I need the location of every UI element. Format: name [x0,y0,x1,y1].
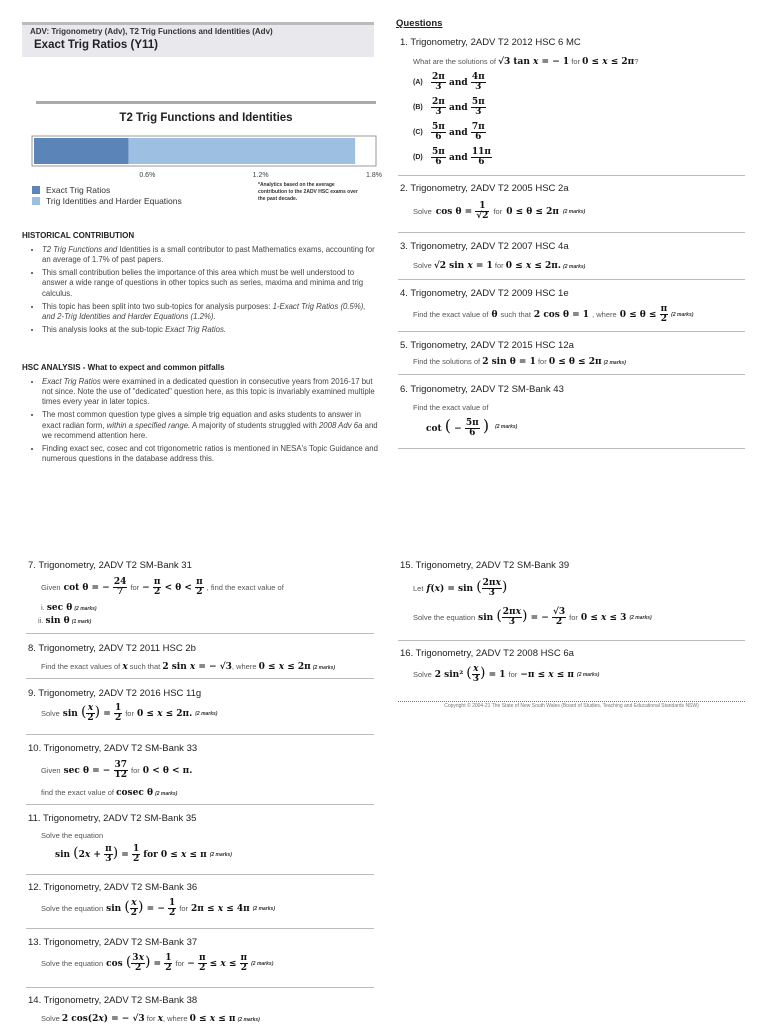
question-6-prompt: Find the exact value of [413,403,489,412]
page-title: Exact Trig Ratios (Y11) [34,39,158,51]
divider [26,987,374,988]
bar-segment-2 [128,138,355,164]
question-7-prompt: Given cot θ = − $\frac{24}{7}$ for − $\frac{\pi}{2}$ < θ < $\frac{\pi}{2}$ , find the exact value of [41,577,284,597]
question-7-part-i: i. sec θ (2 marks) [41,603,97,613]
question-10-title[interactable]: 10. Trigonometry, 2ADV T2 SM-Bank 33 [28,743,198,754]
historical-heading: HISTORICAL CONTRIBUTION [22,231,135,240]
divider [398,232,745,233]
question-15-let: Let f(x) = sin ( $\frac{2\pi x}{3}$ ) [413,578,508,598]
question-1-prompt: What are the solutions of √3 tan x = − 1 for 0 ≤ x ≤ 2π? [413,57,639,67]
question-7-part-ii: ii. sin θ (1 mark) [38,616,92,626]
tick-label: 1.8% [366,172,382,179]
question-14-prompt: Solve 2 cos(2x) = − √3 for x, where 0 ≤ x ≤ π (2 marks) [41,1014,260,1024]
analysis-heading: HSC ANALYSIS - What to expect and common pitfalls [22,363,225,372]
question-1-options [413,70,492,170]
chart-title: T2 Trig Functions and Identities [119,112,293,124]
option-b[interactable]: (B) $\frac{2\pi}{3}$ and $\frac{5\pi}{3}$ [413,97,485,117]
question-1-title[interactable]: 1. Trigonometry, 2ADV T2 2012 HSC 6 MC [400,37,581,48]
analysis-bullet-3: • Finding exact sec, cosec and cot trigonometric ratios is mentioned in NESA's Topic Guidance and numerous questions in the database address this. [42,444,378,464]
copyright-divider [398,701,745,702]
question-16-title[interactable]: 16. Trigonometry, 2ADV T2 2008 HSC 6a [400,648,574,659]
question-2-title[interactable]: 2. Trigonometry, 2ADV T2 2005 HSC 2a [400,183,569,194]
copyright: Copyright © 2004-21 The State of New South Wales (Board of Studies, Teaching and Educational Standards NSW) [444,703,699,709]
legend-swatch-identities [32,197,40,205]
bar-segment-1 [34,138,128,164]
divider [398,374,745,375]
divider [398,279,745,280]
question-13-prompt: Solve the equation cos ( $\frac{3x}{2}$ ) = $\frac{1}{2}$ for − $\frac{\pi}{2}$ ≤ x ≤ $\frac{\pi}{2}$ (2 marks) [41,953,274,973]
analysis-list [30,377,378,467]
question-5-title[interactable]: 5. Trigonometry, 2ADV T2 2015 HSC 12a [400,340,574,351]
question-11-expression: sin (2x + $\frac{\pi}{3}$ ) = $\frac{1}{2}$ for 0 ≤ x ≤ π (2 marks) [55,844,232,864]
legend-label-exact: Exact Trig Ratios [46,184,111,195]
legend-item-identities [32,195,182,206]
divider [398,640,745,641]
question-9-prompt: Solve sin ( $\frac{x}{2}$ ) = $\frac{1}{2}$ for 0 ≤ x ≤ 2π. (2 marks) [41,703,218,723]
divider [26,633,374,634]
historical-bullet-4: • This analysis looks at the sub-topic Exact Trig Ratios. [42,325,378,335]
divider [26,734,374,735]
divider [26,804,374,805]
question-11-prompt: Solve the equation [41,831,104,840]
question-10-prompt: Given sec θ = − $\frac{37}{12}$ for 0 < θ < π. [41,760,193,780]
question-2-prompt: Solve cos θ = $\frac{1}{√2}$ for 0 ≤ θ ≤ 2π (2 marks) [413,201,586,221]
legend-swatch-exact [32,186,40,194]
question-11-title[interactable]: 11. Trigonometry, 2ADV T2 SM-Bank 35 [28,813,197,824]
divider [398,448,745,449]
option-d[interactable]: (D) $\frac{5\pi}{6}$ and $\frac{11\pi}{6}$ [413,147,491,167]
divider [398,175,745,176]
analysis-bullet-2: • The most common question type gives a simple trig equation and asks students to answer in exact radian form, within a specified range. A majority of students struggled with 2008 Adv 6a and we recommend attention here. [42,410,378,440]
analysis-bullet-1: • Exact Trig Ratios were examined in a dedicated question in consecutive years from 2016-17 but not since. Note the use of "dedicated" question here, as this topic is invariably examined multiple times every year in later topics. [42,377,378,407]
legend-item-exact [32,184,182,195]
historical-bullet-3: • This topic has been split into two sub-topics for analysis purposes: 1-Exact Trig Ratios (0.5%), and 2-Trig Identities and Harder Equations (1.2%). [42,302,378,322]
option-c[interactable]: (C) $\frac{5\pi}{6}$ and $\frac{7\pi}{6}$ [413,122,485,142]
option-a[interactable]: (A) $\frac{2\pi}{3}$ and $\frac{4\pi}{3}$ [413,72,485,92]
question-6-expression: cot ( − $\frac{5\pi}{6}$ ) (2 marks) [426,416,518,438]
question-10-find: find the exact value of cosec θ (2 marks) [41,788,178,798]
question-7-title[interactable]: 7. Trigonometry, 2ADV T2 SM-Bank 31 [28,560,192,571]
tick-label: 1.2% [252,172,269,179]
question-8-prompt: Find the exact values of x such that 2 sin x = − √3, where 0 ≤ x ≤ 2π (2 marks) [41,662,336,672]
chart-svg [28,134,382,184]
divider [398,331,745,332]
question-12-prompt: Solve the equation sin ( $\frac{x}{2}$ ) = − $\frac{1}{2}$ for 2π ≤ x ≤ 4π (2 marks) [41,898,275,918]
questions-heading: Questions [396,18,443,29]
question-3-prompt: Solve √2 sin x = 1 for 0 ≤ x ≤ 2π. (2 marks) [413,261,586,271]
legend-label-identities: Trig Identities and Harder Equations [46,195,182,206]
question-15-title[interactable]: 15. Trigonometry, 2ADV T2 SM-Bank 39 [400,560,570,571]
divider [26,874,374,875]
question-6-title[interactable]: 6. Trigonometry, 2ADV T2 SM-Bank 43 [400,384,564,395]
question-9-title[interactable]: 9. Trigonometry, 2ADV T2 2016 HSC 11g [28,688,202,699]
question-5-prompt: Find the solutions of 2 sin θ = 1 for 0 ≤ θ ≤ 2π (2 marks) [413,357,626,367]
divider [26,678,374,679]
question-4-prompt: Find the exact value of θ such that 2 cos θ = 1 , where 0 ≤ θ ≤ $\frac{\pi}{2}$ (2 marks) [413,304,694,324]
question-16-prompt: Solve 2 sin² ( $\frac{x}{3}$ ) = 1 for −π ≤ x ≤ π (2 marks) [413,664,600,684]
chart-note: *Analytics based on the average contribution to the 2ADV HSC exams over the past decade. [258,182,358,202]
chart-title-bar [36,101,376,104]
tick-label: 0.6% [139,172,156,179]
historical-list [30,245,378,338]
question-15-prompt: Solve the equation sin ( $\frac{2\pi x}{3}$ ) = − $\frac{√3}{2}$ for 0 ≤ x ≤ 3 (2 marks) [413,607,652,627]
legend [32,184,182,206]
divider [26,928,374,929]
question-12-title[interactable]: 12. Trigonometry, 2ADV T2 SM-Bank 36 [28,882,198,893]
historical-bullet-2: • This small contribution belies the importance of this area which must be well understood to answer a wide range of questions in other topics such as series, maxima and minima and trig calculus. [42,268,378,298]
question-4-title[interactable]: 4. Trigonometry, 2ADV T2 2009 HSC 1e [400,288,569,299]
question-3-title[interactable]: 3. Trigonometry, 2ADV T2 2007 HSC 4a [400,241,569,252]
course-breadcrumb: ADV: Trigonometry (Adv), T2 Trig Functions and Identities (Adv) [30,27,273,36]
historical-bullet-1: • T2 Trig Functions and Identities is a small contributor to past Mathematics exams, accounting for an average of 1.7% of past papers. [42,245,378,265]
question-13-title[interactable]: 13. Trigonometry, 2ADV T2 SM-Bank 37 [28,937,198,948]
question-8-title[interactable]: 8. Trigonometry, 2ADV T2 2011 HSC 2b [28,643,196,654]
question-14-title[interactable]: 14. Trigonometry, 2ADV T2 SM-Bank 38 [28,995,198,1006]
